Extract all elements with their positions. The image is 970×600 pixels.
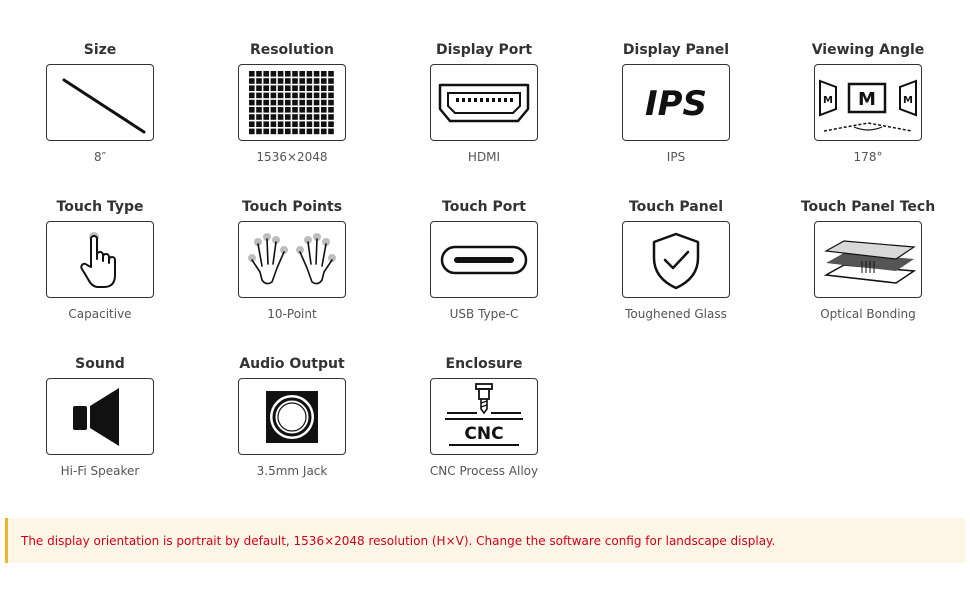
pixel-cell: [271, 85, 277, 91]
pixel-cell: [256, 107, 262, 113]
pixel-cell: [285, 114, 291, 120]
viewing-angle-center-letter: M: [858, 88, 876, 110]
pixel-cell: [292, 71, 298, 77]
pixel-cell: [271, 71, 277, 77]
pixel-cell: [292, 114, 298, 120]
pixel-cell: [263, 85, 269, 91]
pixel-cell: [299, 121, 305, 127]
pixel-cell: [271, 92, 277, 98]
spec-item-touch-points: [217, 197, 367, 322]
pixel-cell: [278, 128, 284, 134]
cnc-icon: [439, 381, 529, 453]
spec-row: [0, 197, 970, 347]
pixel-cell: [271, 114, 277, 120]
pixel-cell: [278, 99, 284, 105]
pixel-grid-icon: [246, 70, 338, 136]
pixel-cell: [321, 99, 327, 105]
pixel-cell: [263, 78, 269, 84]
pixel-cell: [278, 114, 284, 120]
spec-icon-box: [430, 221, 538, 298]
pixel-cell: [263, 121, 269, 127]
spec-value: 178°: [853, 150, 883, 164]
pixel-cell: [299, 92, 305, 98]
orientation-note-text: The display orientation is portrait by default, 1536×2048 resolution (H×V). Change the software config for landscape display.: [21, 533, 776, 548]
pixel-cell: [292, 121, 298, 127]
pixel-cell: [299, 85, 305, 91]
spec-item-size: [25, 40, 175, 165]
pixel-cell: [292, 128, 298, 134]
pixel-cell: [271, 78, 277, 84]
pixel-cell: [256, 85, 262, 91]
pixel-cell: [307, 71, 313, 77]
spec-value: 3.5mm Jack: [256, 464, 328, 478]
pixel-cell: [314, 99, 320, 105]
spec-title: Touch Port: [442, 199, 526, 215]
pixel-cell: [285, 107, 291, 113]
spec-value: HDMI: [467, 150, 501, 164]
ips-icon-label: IPS: [644, 83, 708, 124]
cnc-icon-label: CNC: [464, 423, 504, 444]
pixel-cell: [278, 107, 284, 113]
pixel-cell: [307, 92, 313, 98]
spec-icon-box: [46, 64, 154, 141]
pixel-cell: [314, 107, 320, 113]
orientation-note: [5, 518, 965, 563]
pixel-cell: [299, 99, 305, 105]
spec-item-touch-type: [25, 197, 175, 322]
spec-title: Display Port: [435, 42, 533, 58]
pixel-cell: [249, 92, 255, 98]
pixel-cell: [328, 107, 334, 113]
pixel-cell: [321, 71, 327, 77]
spec-icon-box: [430, 378, 538, 455]
pixel-cell: [328, 128, 334, 134]
pixel-cell: [299, 107, 305, 113]
spec-icon-box: [814, 221, 922, 298]
pixel-cell: [249, 99, 255, 105]
pixel-cell: [307, 128, 313, 134]
pixel-cell: [263, 128, 269, 134]
pixel-cell: [249, 107, 255, 113]
pixel-cell: [278, 121, 284, 127]
spec-icon-box: [238, 64, 346, 141]
spec-item-viewing-angle: [793, 40, 943, 165]
spec-row: [0, 40, 970, 190]
pixel-cell: [314, 128, 320, 134]
spec-value: Optical Bonding: [820, 307, 916, 321]
spec-icon-box: [622, 221, 730, 298]
pixel-cell: [256, 121, 262, 127]
spec-icon-box: [238, 221, 346, 298]
pixel-cell: [328, 71, 334, 77]
pixel-cell: [292, 78, 298, 84]
spec-icon-box: [430, 64, 538, 141]
spec-title: Enclosure: [445, 356, 523, 372]
pixel-cell: [328, 92, 334, 98]
pixel-cell: [321, 85, 327, 91]
spec-row: [0, 354, 970, 504]
usb-c-port-icon: [434, 235, 534, 285]
pixel-cell: [285, 92, 291, 98]
pixel-cell: [249, 78, 255, 84]
pixel-cell: [328, 114, 334, 120]
spec-item-enclosure: [409, 354, 559, 479]
viewing-angle-icon: [816, 67, 920, 139]
pixel-cell: [278, 92, 284, 98]
pixel-cell: [328, 121, 334, 127]
spec-item-display-port: [409, 40, 559, 165]
ips-icon: [626, 73, 726, 133]
pixel-cell: [299, 78, 305, 84]
pixel-cell: [271, 107, 277, 113]
spec-value: 10-Point: [267, 307, 317, 321]
pixel-cell: [256, 128, 262, 134]
pixel-cell: [292, 99, 298, 105]
finger-touch-icon: [70, 225, 130, 295]
pixel-cell: [314, 114, 320, 120]
pixel-cell: [285, 99, 291, 105]
hdmi-port-icon: [434, 73, 534, 133]
pixel-cell: [299, 114, 305, 120]
pixel-cell: [307, 78, 313, 84]
pixel-cell: [321, 107, 327, 113]
viewing-angle-left-letter: M: [823, 94, 833, 106]
pixel-cell: [307, 107, 313, 113]
pixel-cell: [263, 92, 269, 98]
pixel-cell: [314, 71, 320, 77]
pixel-cell: [321, 128, 327, 134]
pixel-cell: [321, 114, 327, 120]
pixel-cell: [328, 85, 334, 91]
pixel-cell: [263, 114, 269, 120]
pixel-cell: [271, 128, 277, 134]
spec-title: Touch Points: [241, 199, 343, 215]
pixel-cell: [292, 107, 298, 113]
pixel-cell: [285, 85, 291, 91]
spec-item-touch-port: [409, 197, 559, 322]
pixel-cell: [314, 121, 320, 127]
pixel-cell: [299, 71, 305, 77]
pixel-cell: [271, 121, 277, 127]
pixel-cell: [307, 114, 313, 120]
pixel-cell: [263, 107, 269, 113]
viewing-angle-right-letter: M: [903, 94, 913, 106]
spec-icon-box: [814, 64, 922, 141]
spec-item-display-panel: [601, 40, 751, 165]
spec-item-audio-output: [217, 354, 367, 479]
spec-value: Hi-Fi Speaker: [60, 464, 140, 478]
shield-check-icon: [646, 228, 706, 292]
pixel-cell: [299, 128, 305, 134]
spec-value: 1536×2048: [256, 150, 328, 164]
diagonal-size-icon: [50, 68, 150, 138]
pixel-cell: [285, 128, 291, 134]
spec-title: Display Panel: [622, 42, 730, 58]
pixel-cell: [314, 78, 320, 84]
pixel-cell: [314, 85, 320, 91]
spec-title: Audio Output: [239, 356, 345, 372]
spec-icon-box: [46, 221, 154, 298]
spec-value: USB Type-C: [449, 307, 519, 321]
pixel-cell: [321, 78, 327, 84]
spec-value: CNC Process Alloy: [429, 464, 539, 478]
pixel-cell: [249, 71, 255, 77]
pixel-cell: [249, 128, 255, 134]
pixel-cell: [263, 71, 269, 77]
pixel-cell: [249, 114, 255, 120]
pixel-cell: [307, 121, 313, 127]
pixel-cell: [278, 71, 284, 77]
spec-item-touch-panel: [601, 197, 751, 322]
spec-icon-box: [46, 378, 154, 455]
spec-title: Touch Panel: [628, 199, 723, 215]
pixel-cell: [263, 99, 269, 105]
pixel-cell: [256, 99, 262, 105]
pixel-cell: [271, 99, 277, 105]
pixel-cell: [307, 85, 313, 91]
spec-item-touch-panel-tech: [793, 197, 943, 322]
spec-icon-box: [622, 64, 730, 141]
pixel-cell: [328, 99, 334, 105]
pixel-cell: [256, 71, 262, 77]
pixel-cell: [321, 121, 327, 127]
spec-item-sound: [25, 354, 175, 479]
pixel-cell: [285, 78, 291, 84]
spec-value: Capacitive: [68, 307, 132, 321]
spec-title: Sound: [75, 356, 125, 372]
pixel-cell: [278, 85, 284, 91]
spec-title: Touch Type: [56, 199, 144, 215]
spec-title: Size: [83, 42, 117, 58]
pixel-cell: [314, 92, 320, 98]
spec-title: Viewing Angle: [811, 42, 925, 58]
pixel-cell: [278, 78, 284, 84]
speaker-icon: [65, 384, 135, 450]
pixel-cell: [292, 92, 298, 98]
pixel-cell: [249, 121, 255, 127]
pixel-cell: [307, 99, 313, 105]
audio-jack-icon: [262, 387, 322, 447]
spec-icon-box: [238, 378, 346, 455]
ten-finger-icon: [242, 228, 342, 292]
pixel-cell: [256, 114, 262, 120]
pixel-cell: [256, 78, 262, 84]
pixel-cell: [256, 92, 262, 98]
pixel-cell: [285, 71, 291, 77]
spec-value: IPS: [666, 150, 686, 164]
layers-icon: [818, 227, 918, 293]
spec-item-resolution: [217, 40, 367, 165]
spec-title: Touch Panel Tech: [800, 199, 936, 215]
pixel-cell: [321, 92, 327, 98]
pixel-cell: [292, 85, 298, 91]
spec-value: Toughened Glass: [625, 307, 727, 321]
spec-value: 8″: [93, 150, 107, 164]
pixel-cell: [249, 85, 255, 91]
spec-title: Resolution: [249, 42, 335, 58]
pixel-cell: [328, 78, 334, 84]
pixel-cell: [285, 121, 291, 127]
